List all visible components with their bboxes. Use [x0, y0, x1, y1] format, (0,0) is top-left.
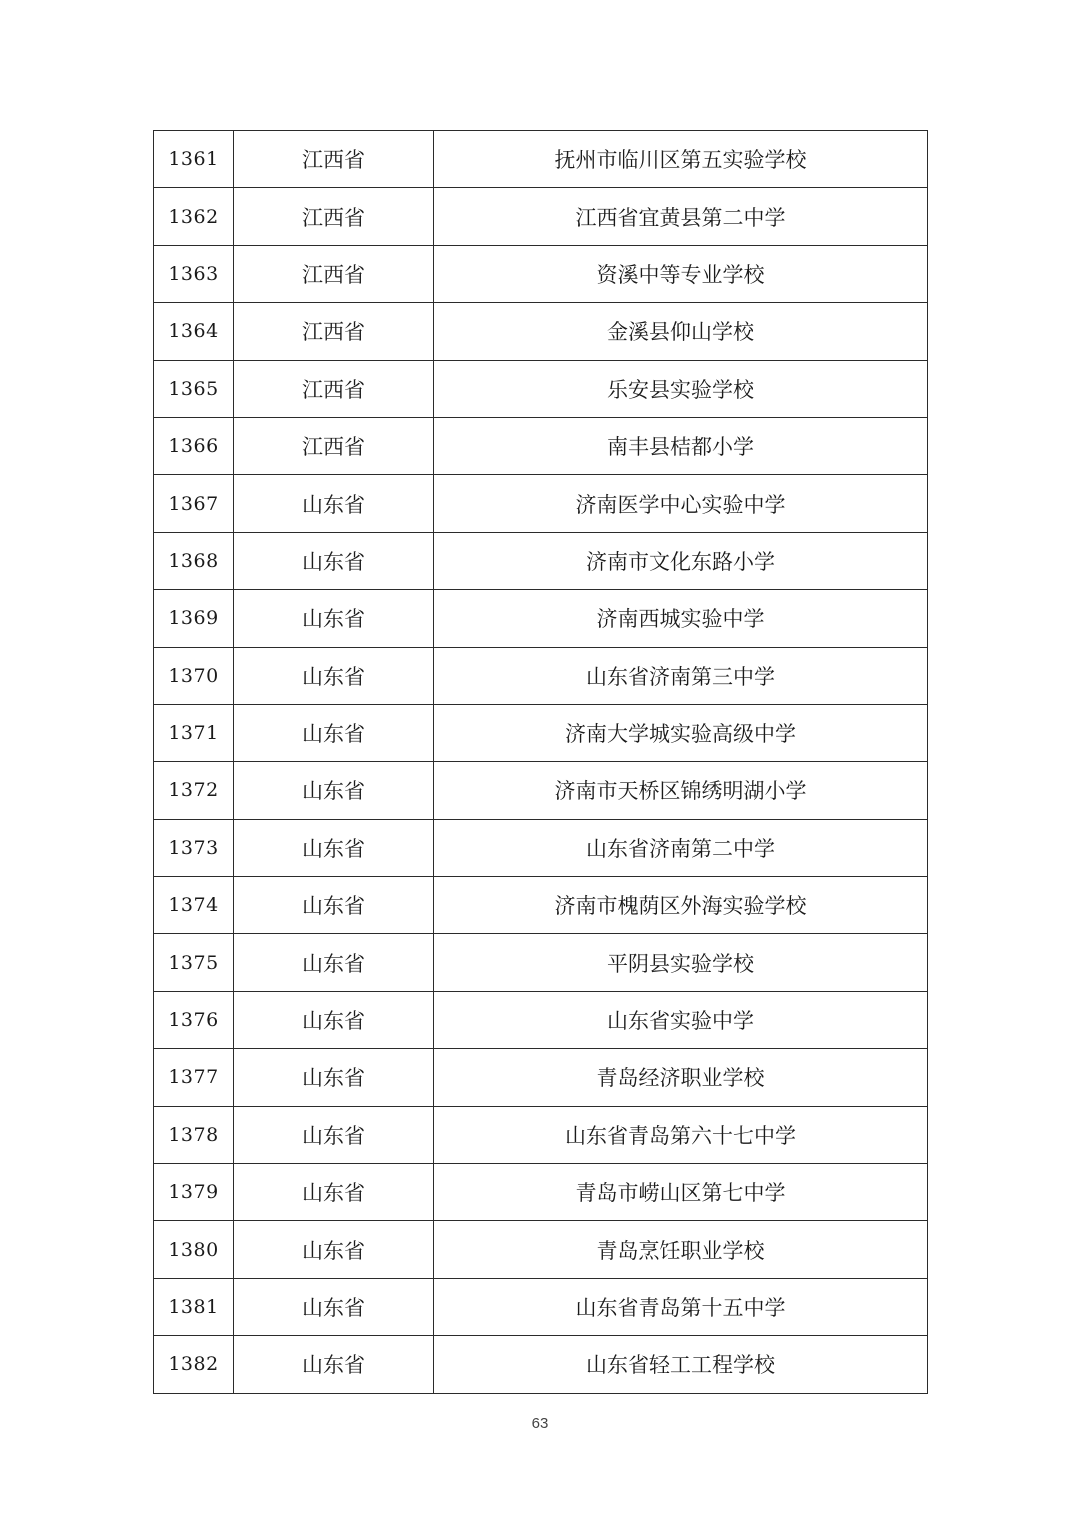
school-name-cell: 山东省济南第二中学: [434, 819, 928, 876]
row-number-cell: 1366: [154, 417, 234, 474]
province-cell: 山东省: [234, 647, 434, 704]
row-number-cell: 1375: [154, 934, 234, 991]
school-name-cell: 山东省实验中学: [434, 991, 928, 1048]
school-name-cell: 青岛经济职业学校: [434, 1049, 928, 1106]
school-list-table: [153, 130, 928, 1394]
row-number-cell: 1382: [154, 1336, 234, 1393]
table-row: [154, 1336, 928, 1393]
province-cell: 山东省: [234, 991, 434, 1048]
province-cell: 山东省: [234, 532, 434, 589]
row-number-cell: 1374: [154, 877, 234, 934]
table-row: [154, 475, 928, 532]
school-name-cell: 江西省宜黄县第二中学: [434, 188, 928, 245]
row-number-cell: 1378: [154, 1106, 234, 1163]
table-row: [154, 704, 928, 761]
row-number-cell: 1367: [154, 475, 234, 532]
page-number: 63: [531, 1415, 549, 1432]
school-name-cell: 乐安县实验学校: [434, 360, 928, 417]
row-number-cell: 1381: [154, 1278, 234, 1335]
row-number-cell: 1365: [154, 360, 234, 417]
province-cell: 江西省: [234, 303, 434, 360]
table-row: [154, 131, 928, 188]
school-name-cell: 山东省青岛第十五中学: [434, 1278, 928, 1335]
province-cell: 山东省: [234, 1278, 434, 1335]
province-cell: 山东省: [234, 475, 434, 532]
school-name-cell: 青岛烹饪职业学校: [434, 1221, 928, 1278]
table-row: [154, 590, 928, 647]
school-name-cell: 济南西城实验中学: [434, 590, 928, 647]
province-cell: 山东省: [234, 1106, 434, 1163]
table-row: [154, 762, 928, 819]
table-row: [154, 360, 928, 417]
table-row: [154, 1164, 928, 1221]
row-number-cell: 1373: [154, 819, 234, 876]
row-number-cell: 1377: [154, 1049, 234, 1106]
province-cell: 山东省: [234, 819, 434, 876]
school-name-cell: 资溪中等专业学校: [434, 245, 928, 302]
school-name-cell: 平阴县实验学校: [434, 934, 928, 991]
school-name-cell: 济南市槐荫区外海实验学校: [434, 877, 928, 934]
row-number-cell: 1372: [154, 762, 234, 819]
province-cell: 山东省: [234, 590, 434, 647]
school-name-cell: 青岛市崂山区第七中学: [434, 1164, 928, 1221]
row-number-cell: 1379: [154, 1164, 234, 1221]
province-cell: 江西省: [234, 131, 434, 188]
province-cell: 江西省: [234, 417, 434, 474]
row-number-cell: 1376: [154, 991, 234, 1048]
table-row: [154, 1278, 928, 1335]
table-row: [154, 417, 928, 474]
school-name-cell: 济南大学城实验高级中学: [434, 704, 928, 761]
province-cell: 江西省: [234, 245, 434, 302]
table-row: [154, 934, 928, 991]
row-number-cell: 1362: [154, 188, 234, 245]
table-row: [154, 991, 928, 1048]
row-number-cell: 1370: [154, 647, 234, 704]
row-number-cell: 1368: [154, 532, 234, 589]
province-cell: 山东省: [234, 877, 434, 934]
table-row: [154, 188, 928, 245]
table-body: [154, 131, 928, 1394]
province-cell: 山东省: [234, 1336, 434, 1393]
province-cell: 山东省: [234, 1049, 434, 1106]
province-cell: 山东省: [234, 1221, 434, 1278]
table-row: [154, 877, 928, 934]
table-row: [154, 303, 928, 360]
province-cell: 山东省: [234, 934, 434, 991]
school-name-cell: 济南医学中心实验中学: [434, 475, 928, 532]
school-name-cell: 济南市天桥区锦绣明湖小学: [434, 762, 928, 819]
row-number-cell: 1371: [154, 704, 234, 761]
row-number-cell: 1369: [154, 590, 234, 647]
school-name-cell: 金溪县仰山学校: [434, 303, 928, 360]
school-name-cell: 南丰县桔都小学: [434, 417, 928, 474]
row-number-cell: 1361: [154, 131, 234, 188]
table-row: [154, 245, 928, 302]
table-row: [154, 1049, 928, 1106]
school-name-cell: 山东省轻工工程学校: [434, 1336, 928, 1393]
row-number-cell: 1380: [154, 1221, 234, 1278]
table-row: [154, 819, 928, 876]
school-name-cell: 抚州市临川区第五实验学校: [434, 131, 928, 188]
row-number-cell: 1364: [154, 303, 234, 360]
province-cell: 山东省: [234, 704, 434, 761]
school-name-cell: 山东省济南第三中学: [434, 647, 928, 704]
row-number-cell: 1363: [154, 245, 234, 302]
table-row: [154, 1106, 928, 1163]
province-cell: 江西省: [234, 188, 434, 245]
province-cell: 山东省: [234, 762, 434, 819]
province-cell: 江西省: [234, 360, 434, 417]
table-row: [154, 1221, 928, 1278]
table-row: [154, 647, 928, 704]
school-name-cell: 山东省青岛第六十七中学: [434, 1106, 928, 1163]
school-name-cell: 济南市文化东路小学: [434, 532, 928, 589]
table-row: [154, 532, 928, 589]
province-cell: 山东省: [234, 1164, 434, 1221]
